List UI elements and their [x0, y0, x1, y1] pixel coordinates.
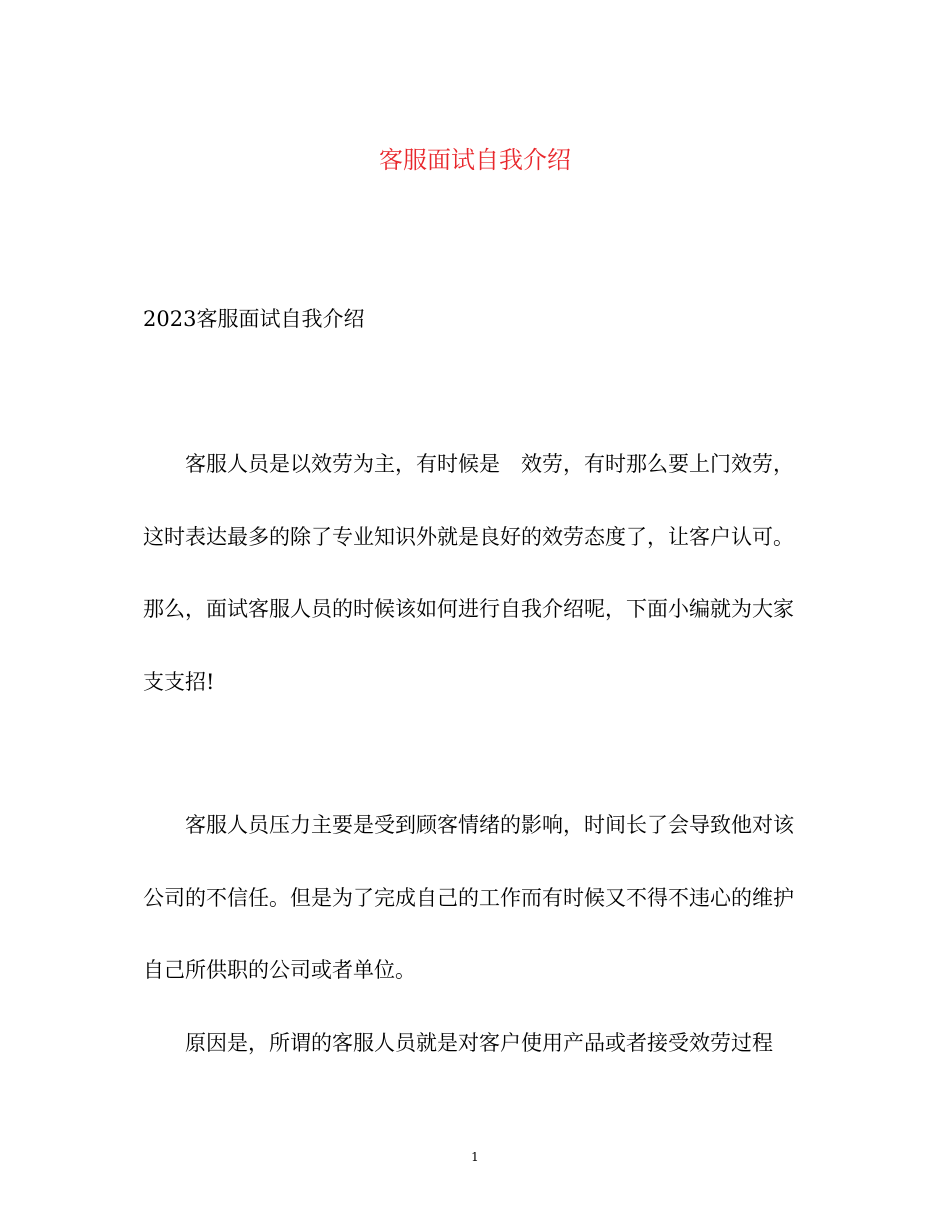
paragraph-reason: 原因是，所谓的客服人员就是对客户使用产品或者接受效劳过程	[185, 1031, 773, 1055]
paragraph-pressure: 客服人员压力主要是受到顾客情绪的影响，时间长了会导致他对该公司的不信任。但是为了完成自己的工作而有时候又不得不违心的维护自己所供职的公司或者单位。	[143, 813, 794, 982]
paragraph-intro: 客服人员是以效劳为主，有时候是 效劳，有时那么要上门效劳，这时表达最多的除了专业知识外就是良好的效劳态度了，让客户认可。那么，面试客服人员的时候该如何进行自我介绍呢，下面小编就为大家支支招!	[143, 452, 794, 694]
document-subtitle: 2023客服面试自我介绍	[143, 307, 365, 331]
document-title: 客服面试自我介绍	[379, 146, 571, 174]
page-number: 1	[471, 1150, 479, 1164]
